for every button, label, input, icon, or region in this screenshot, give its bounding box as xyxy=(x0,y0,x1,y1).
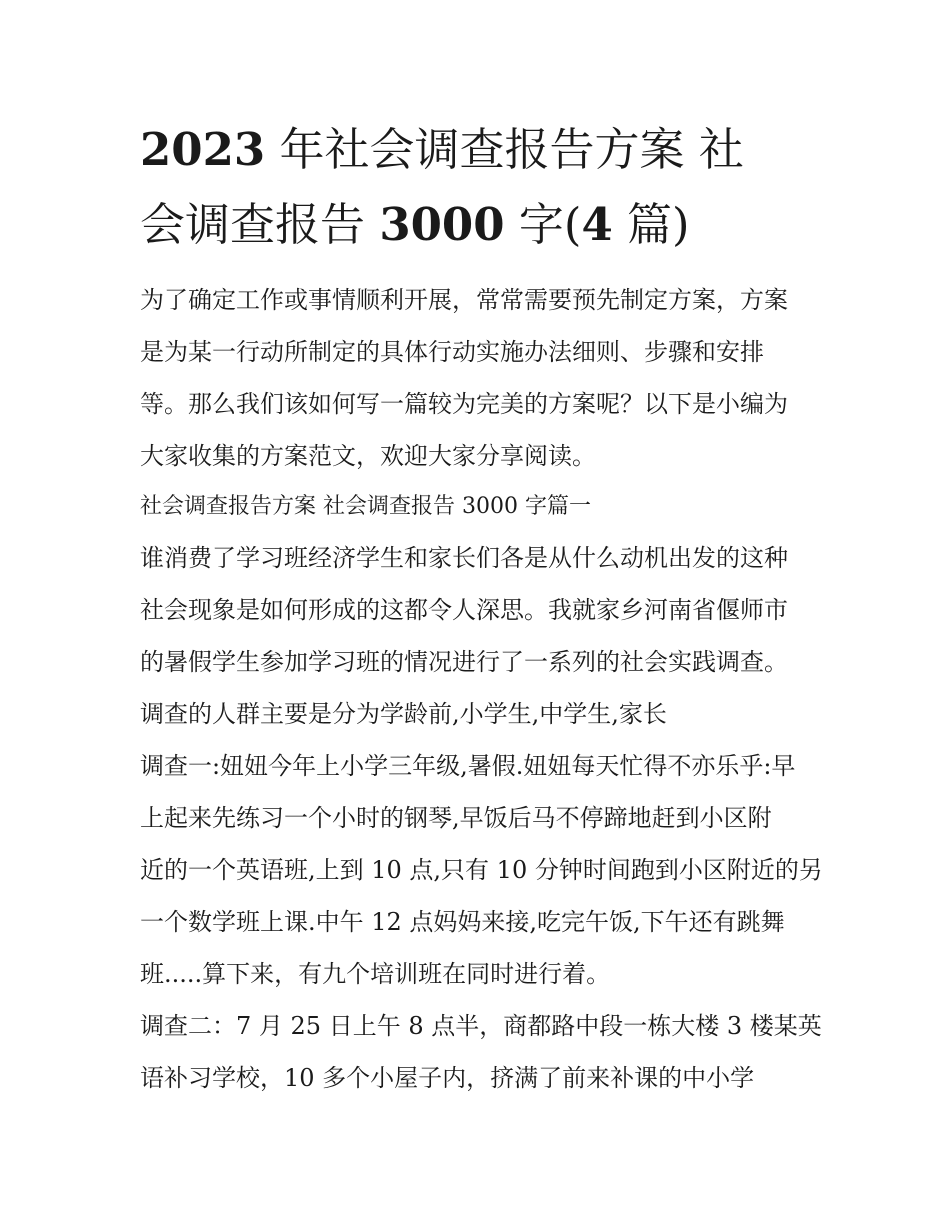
body-line: 一个数学班上课.中午 12 点妈妈来接,吃完午饭,下午还有跳舞 xyxy=(140,908,785,936)
body-line: 上起来先练习一个小时的钢琴,早饭后马不停蹄地赶到小区附 xyxy=(140,804,772,832)
body-line: 近的一个英语班,上到 10 点,只有 10 分钟时间跑到小区附近的另 xyxy=(140,856,823,884)
document-page xyxy=(140,112,823,1104)
body-line: 语补习学校，10 多个小屋子内，挤满了前来补课的中小学 xyxy=(140,1064,755,1092)
title-line-2 xyxy=(140,198,690,251)
body-line: 班.....算下来，有九个培训班在同时进行着。 xyxy=(140,960,611,988)
title-text-2: 会调查报告 xyxy=(140,198,380,251)
title-text-3: 字( xyxy=(504,198,582,251)
title-word-count: 3000 xyxy=(379,198,505,251)
body-line: 为了确定工作或事情顺利开展，常常需要预先制定方案，方案 xyxy=(140,286,788,314)
title-text-1: 年社会调查报告方案 社 xyxy=(265,123,744,176)
body-line: 等。那么我们该如何写一篇较为完美的方案呢？以下是小编为 xyxy=(140,390,788,418)
body-line: 调查二：7 月 25 日上午 8 点半，商都路中段一栋大楼 3 楼某英 xyxy=(140,1012,822,1040)
body-line: 调查的人群主要是分为学龄前,小学生,中学生,家长 xyxy=(140,700,667,728)
title-line-1 xyxy=(140,123,744,176)
section-heading: 社会调查报告方案 社会调查报告 3000 字篇一 xyxy=(140,494,591,519)
body-line: 调查一:妞妞今年上小学三年级,暑假.妞妞每天忙得不亦乐乎:早 xyxy=(140,752,796,780)
body-line: 是为某一行动所制定的具体行动实施办法细则、步骤和安排 xyxy=(140,338,764,366)
title-text-4: 篇) xyxy=(612,198,690,251)
body-line: 的暑假学生参加学习班的情况进行了一系列的社会实践调查。 xyxy=(140,648,788,676)
body-line: 谁消费了学习班经济学生和家长们各是从什么动机出发的这种 xyxy=(140,544,788,572)
title-year: 2023 xyxy=(140,123,266,176)
document-body xyxy=(140,274,823,1104)
document-title xyxy=(140,112,820,262)
body-line: 社会现象是如何形成的这都令人深思。我就家乡河南省偃师市 xyxy=(140,596,788,624)
body-line: 大家收集的方案范文，欢迎大家分享阅读。 xyxy=(140,442,596,470)
title-article-count: 4 xyxy=(581,198,613,251)
